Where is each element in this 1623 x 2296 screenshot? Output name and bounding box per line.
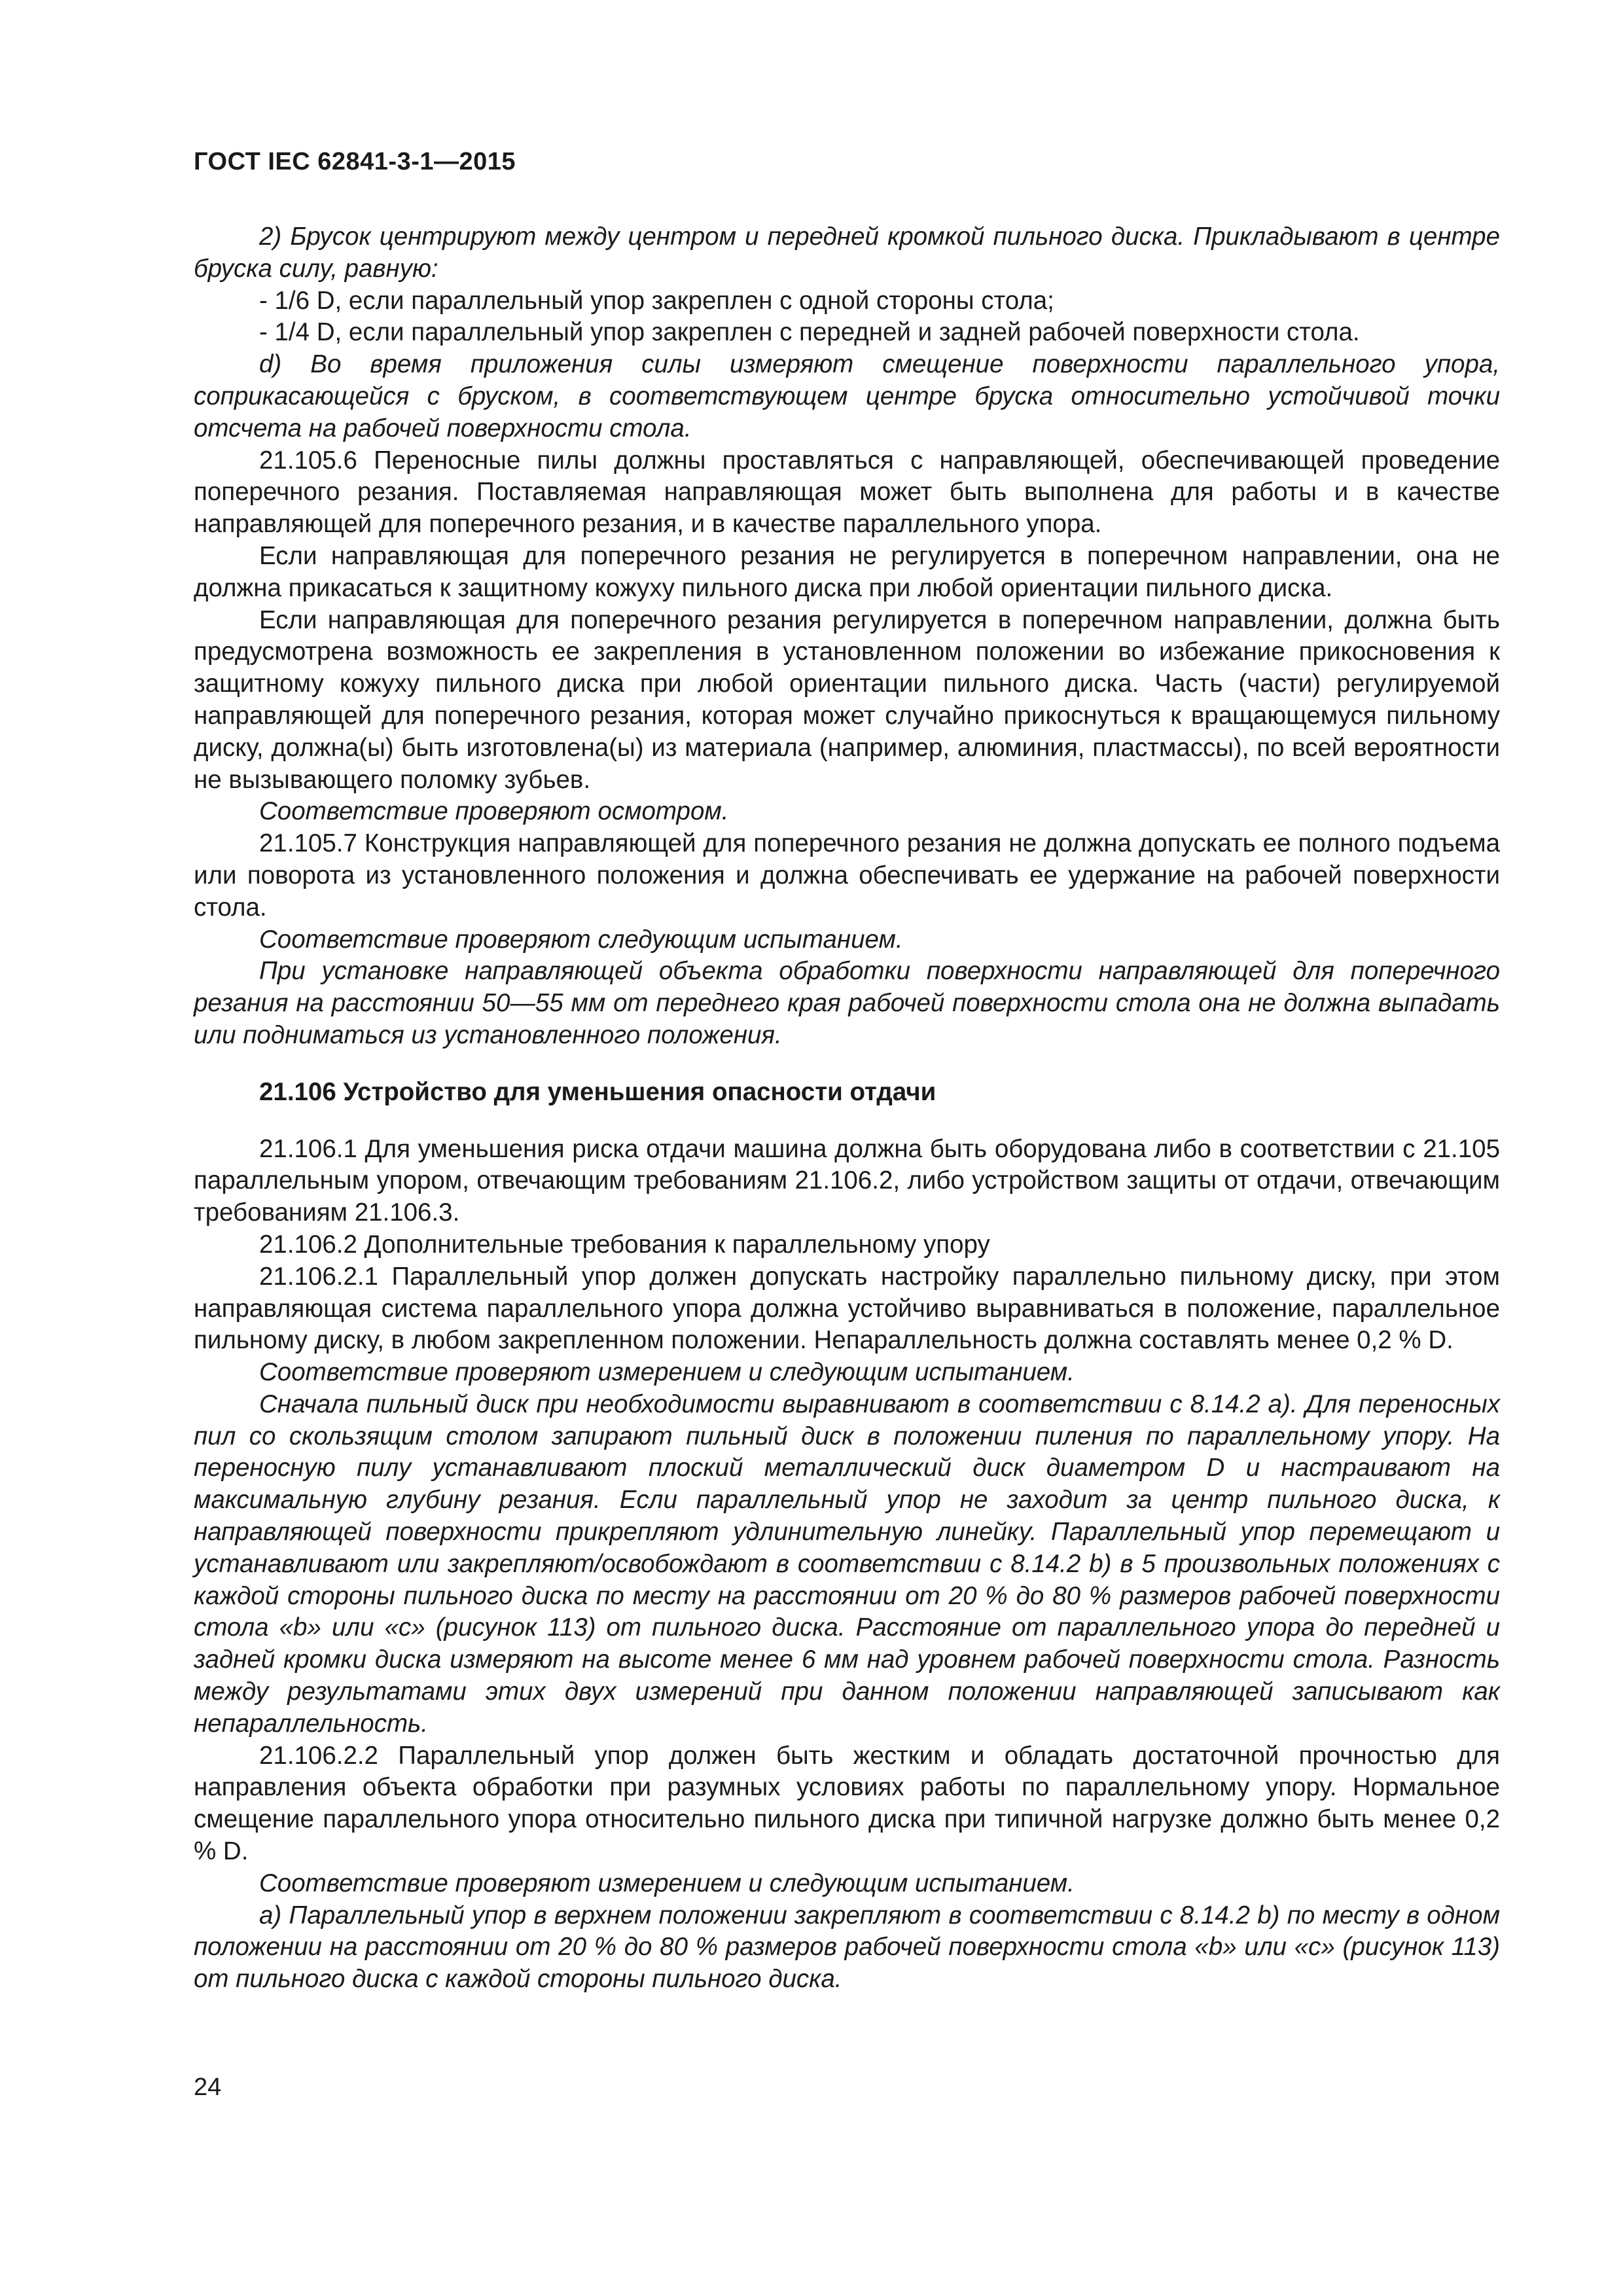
page-number: 24 <box>194 2073 222 2101</box>
body-paragraph: - 1/6 D, если параллельный упор закреплен с одной стороны стола; <box>259 286 1054 315</box>
body-paragraph: Сначала пильный диск при необходимости выравнивают в соответствии с 8.14.2 а). Для переносных пил со скользящим столом запирают пильный диск в положении пиления по параллельному упору. На переносную пилу устанавливают плоский металлический диск диаметром D и настраивают на максимальную глубину резания. Если параллельный упор не заходит за центр пильного диска, к направляющей поверхности прикрепляют удлинительную линейку. Параллельный упор перемещают и устанавливают или закрепляют/освобождают в соответствии с 8.14.2 b) в 5 произвольных положениях с каждой стороны пильного диска по месту на расстоянии от 20 % до 80 % размеров рабочей поверхности стола «b» или «с» (рисунок 113) от пильного диска. Расстояние от параллельного упора до передней и задней кромки диска измеряют на высоте менее 6 мм над уровнем рабочей поверхности стола. Разность между результатами этих двух измерений при данном положении направляющей записывают как непараллельность. <box>194 1390 1500 1738</box>
body-paragraph: Соответствие проверяют осмотром. <box>259 797 729 826</box>
body-paragraph: Соответствие проверяют измерением и следующим испытанием. <box>259 1358 1075 1387</box>
paragraph-group-1 <box>194 221 1500 1052</box>
body-paragraph: Соответствие проверяют измерением и следующим испытанием. <box>259 1869 1075 1897</box>
document-body <box>194 221 1500 1996</box>
body-paragraph: Если направляющая для поперечного резания регулируется в поперечном направлении, должна быть предусмотрена возможность ее закрепления в установленном положении во избежание прикосновения к защитному кожуху пильного диска при любой ориентации пильного диска. Часть (части) регулируемой направляющей для поперечного резания, которая может случайно прикоснуться к вращающемуся пильному диску, должна(ы) быть изготовлена(ы) из материала (например, алюминия, пластмассы), по всей вероятности не вызывающего поломку зубьев. <box>194 605 1500 794</box>
body-paragraph: 21.105.6 Переносные пилы должны проставляться с направляющей, обеспечивающей проведение поперечного резания. Поставляемая направляющая может быть выполнена для работы и в качестве направляющей для поперечного резания, и в качестве параллельного упора. <box>194 446 1500 539</box>
section-heading: 21.106 Устройство для уменьшения опасности отдачи <box>259 1077 936 1106</box>
body-paragraph: 21.105.7 Конструкция направляющей для поперечного резания не должна допускать ее полного подъема или поворота из установленного положения и должна обеспечивать ее удержание на рабочей поверхности стола. <box>194 829 1500 922</box>
body-paragraph: а) Параллельный упор в верхнем положении закрепляют в соответствии с 8.14.2 b) по месту в одном положении на расстоянии от 20 % до 80 % размеров рабочей поверхности стола «b» или «с» (рисунок 113) от пильного диска с каждой стороны пильного диска. <box>194 1901 1500 1994</box>
body-paragraph: 21.106.2 Дополнительные требования к параллельному упору <box>259 1230 990 1259</box>
body-paragraph: Соответствие проверяют следующим испытанием. <box>259 925 903 954</box>
body-paragraph: 21.106.1 Для уменьшения риска отдачи машина должна быть оборудована либо в соответствии с 21.105 параллельным упором, отвечающим требованиям 21.106.2, либо устройством защиты от отдачи, отвечающим требованиям 21.106.3. <box>194 1134 1500 1227</box>
body-paragraph: 2) Брусок центрируют между центром и передней кромкой пильного диска. Прикладывают в центре бруска силу, равную: <box>194 223 1500 283</box>
paragraph-group-2 <box>194 1134 1500 1996</box>
body-paragraph: 21.106.2.1 Параллельный упор должен допускать настройку параллельно пильному диску, при этом направляющая система параллельного упора должна устойчиво выравниваться в положение, параллельное пильному диску, в любом закрепленном положении. Непараллельность должна составлять менее 0,2 % D. <box>194 1262 1500 1355</box>
document-header: ГОСТ IEC 62841-3-1—2015 <box>194 148 516 175</box>
body-paragraph: 21.106.2.2 Параллельный упор должен быть жестким и обладать достаточной прочностью для направления объекта обработки при разумных условиях работы по параллельному упору. Нормальное смещение параллельного упора относительно пильного диска при типичной нагрузке должно быть менее 0,2 % D. <box>194 1741 1500 1866</box>
body-paragraph: - 1/4 D, если параллельный упор закреплен с передней и задней рабочей поверхности стола. <box>259 318 1360 347</box>
body-paragraph: Если направляющая для поперечного резания не регулируется в поперечном направлении, она не должна прикасаться к защитному кожуху пильного диска при любой ориентации пильного диска. <box>194 541 1500 602</box>
body-paragraph: d) Во время приложения силы измеряют смещение поверхности параллельного упора, соприкасающейся с бруском, в соответствующем центре бруска относительно устойчивой точки отсчета на рабочей поверхности стола. <box>194 350 1500 442</box>
body-paragraph: При установке направляющей объекта обработки поверхности направляющей для поперечного резания на расстоянии 50—55 мм от переднего края рабочей поверхности стола она не должна выпадать или подниматься из установленного положения. <box>194 957 1500 1049</box>
